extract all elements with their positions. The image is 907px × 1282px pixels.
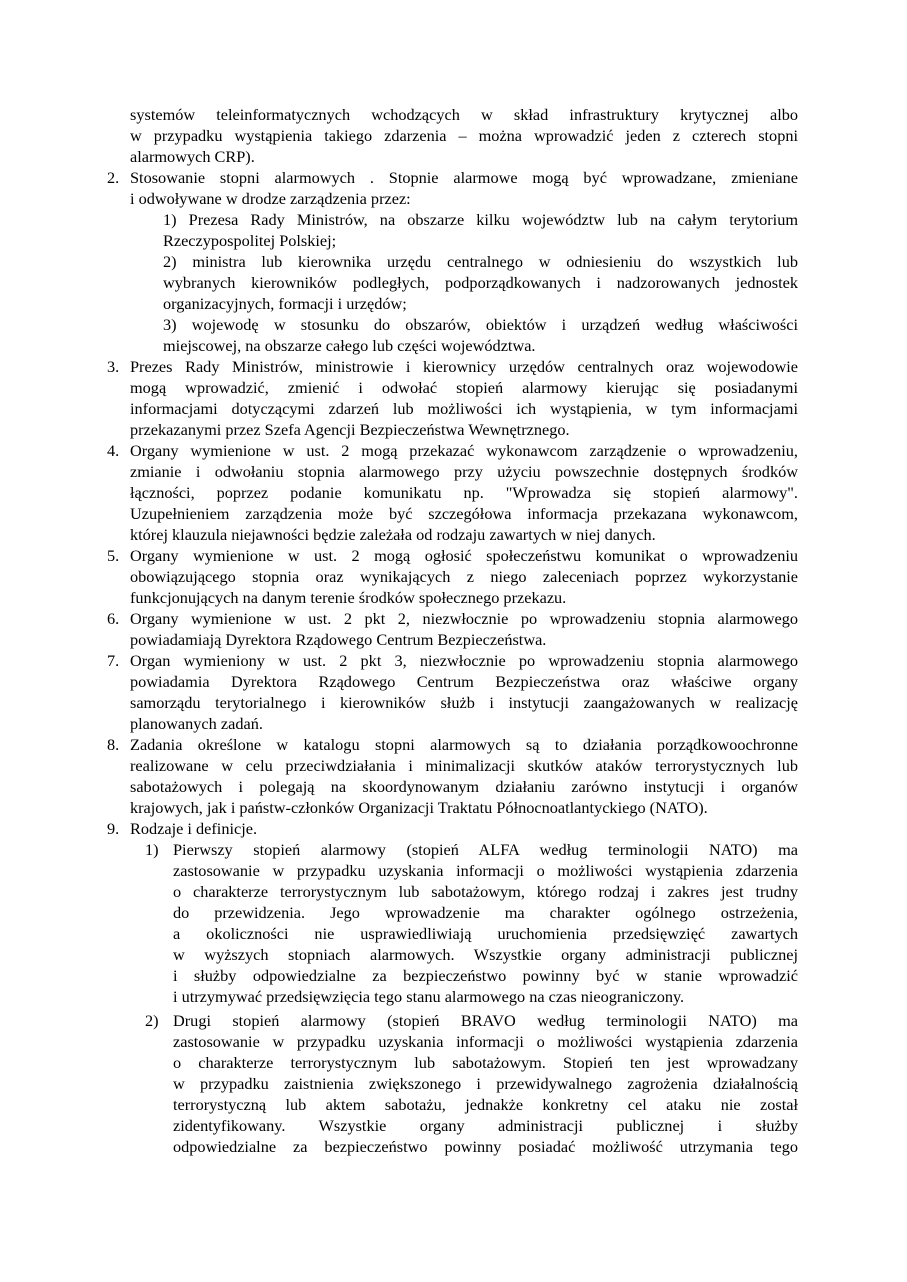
list-number: 3. (107, 357, 120, 376)
list-item-line: funkcjonujących na danym terenie środków społecznego przekazu. (130, 588, 567, 607)
list-number: 6. (107, 609, 120, 628)
list-item-line: zmianie i odwołaniu stopnia alarmowego przy użyciu powszechnie dostępnych środków (130, 462, 798, 481)
subitem-line: 1) Prezesa Rady Ministrów, na obszarze kilku województw lub na całym terytorium (163, 210, 798, 229)
list-item-line: której klauzula niejawności będzie zależała od rodzaju zawartych w niej danych. (130, 525, 656, 544)
list-item-line: obowiązującego stopnia oraz wynikających z niego zaleceniach poprzez wykorzystanie (130, 567, 798, 586)
list-item-line: przekazanymi przez Szefa Agencji Bezpieczeństwa Wewnętrznego. (130, 420, 570, 439)
list-item-line: Organ wymieniony w ust. 2 pkt 3, niezwłocznie po wprowadzeniu stopnia alarmowego (130, 651, 798, 670)
intro-line: alarmowych CRP). (130, 147, 255, 166)
list-number: 4. (107, 441, 120, 460)
subitem-line: zastosowanie w przypadku uzyskania informacji o możliwości wystąpienia zdarzenia (173, 1032, 798, 1051)
subitem-line: 2) ministra lub kierownika urzędu centralnego w odniesieniu do wszystkich lub (163, 252, 798, 271)
list-item-line: Zadania określone w katalogu stopni alarmowych są to działania porządkowoochronne (130, 735, 798, 754)
subitem-line: zastosowanie w przypadku uzyskania informacji o możliwości wystąpienia zdarzenia (173, 861, 798, 880)
subitem-line: organizacyjnych, formacji i urzędów; (163, 294, 407, 313)
subitem-line: Pierwszy stopień alarmowy (stopień ALFA według terminologii NATO) ma (173, 840, 798, 859)
subitem-line: wybranych kierowników podległych, podporządkowanych i nadzorowanych jednostek (163, 273, 798, 292)
list-number: 9. (107, 819, 120, 838)
subitem-number: 1) (145, 840, 159, 859)
list-number: 2. (107, 168, 120, 187)
subitem-line: w wyższych stopniach alarmowych. Wszystkie organy administracji publicznej (173, 945, 798, 964)
list-item-line: krajowych, jak i państw-członków Organizacji Traktatu Północnoatlantyckiego (NATO). (130, 798, 708, 817)
list-item-line: Prezes Rady Ministrów, ministrowie i kierownicy urzędów centralnych oraz wojewodowie (130, 357, 798, 376)
list-number: 5. (107, 546, 120, 565)
subitem-line: Rzeczypospolitej Polskiej; (163, 231, 337, 250)
subitem-line: o charakterze terrorystycznym lub sabotażowym. Stopień ten jest wprowadzany (173, 1053, 798, 1072)
subitem-line: odpowiedzialne za bezpieczeństwo powinny posiadać możliwość utrzymania tego (173, 1137, 798, 1156)
subitem-line: miejscowej, na obszarze całego lub części województwa. (163, 336, 536, 355)
subitem-line: a okoliczności nie usprawiedliwiają uruchomienia przedsięwzięć zawartych (173, 924, 798, 943)
list-item-line: Organy wymienione w ust. 2 mogą ogłosić społeczeństwu komunikat o wprowadzeniu (130, 546, 798, 565)
intro-line: w przypadku wystąpienia takiego zdarzenia – można wprowadzić jeden z czterech stopni (130, 126, 798, 145)
list-item-line: powiadamia Dyrektora Rządowego Centrum Bezpieczeństwa oraz właściwe organy (130, 672, 798, 691)
list-item-line: powiadamiają Dyrektora Rządowego Centrum Bezpieczeństwa. (130, 630, 547, 649)
subitem-number: 2) (145, 1011, 159, 1030)
list-item-line: informacjami dotyczącymi zdarzeń lub możliwości ich wystąpienia, w tym informacjami (130, 399, 798, 418)
list-item-line: planowanych zadań. (130, 714, 263, 733)
subitem-line: Drugi stopień alarmowy (stopień BRAVO według terminologii NATO) ma (173, 1011, 798, 1030)
subitem-line: zidentyfikowany. Wszystkie organy administracji publicznej i służby (173, 1116, 798, 1135)
list-number: 8. (107, 735, 120, 754)
subitem-line: i utrzymywać przedsięwzięcia tego stanu alarmowego na czas nieograniczony. (173, 987, 685, 1006)
intro-line: systemów teleinformatycznych wchodzących w skład infrastruktury krytycznej albo (130, 105, 798, 124)
list-item-line: Stosowanie stopni alarmowych . Stopnie alarmowe mogą być wprowadzane, zmieniane (130, 168, 798, 187)
list-item-line: samorządu terytorialnego i kierowników służb i instytucji zaangażowanych w realizację (130, 693, 798, 712)
subitem-line: w przypadku zaistnienia zwiększonego i przewidywalnego zagrożenia działalnością (173, 1074, 798, 1093)
list-item-line: mogą wprowadzić, zmienić i odwołać stopień alarmowy kierując się posiadanymi (130, 378, 798, 397)
subitem-line: do przewidzenia. Jego wprowadzenie ma charakter ogólnego ostrzeżenia, (173, 903, 798, 922)
subitem-line: i służby odpowiedzialne za bezpieczeństwo powinny być w stanie wprowadzić (173, 966, 798, 985)
list-number: 7. (107, 651, 120, 670)
list-item-line: Uzupełnieniem zarządzenia może być szczegółowa informacja przekazana wykonawcom, (130, 504, 798, 523)
list-item-line: i odwoływane w drodze zarządzenia przez: (130, 189, 411, 208)
subitem-line: terrorystyczną lub aktem sabotażu, jednakże konkretny cel ataku nie został (173, 1095, 798, 1114)
subitem-line: 3) wojewodę w stosunku do obszarów, obiektów i urządzeń według właściwości (163, 315, 798, 334)
list-item-line: Organy wymienione w ust. 2 pkt 2, niezwłocznie po wprowadzeniu stopnia alarmowego (130, 609, 798, 628)
list-item-line: sabotażowych i polegają na skoordynowanym działaniu zarówno instytucji i organów (130, 777, 798, 796)
list-item-line: Organy wymienione w ust. 2 mogą przekazać wykonawcom zarządzenie o wprowadzeniu, (130, 441, 798, 460)
list-item-line: Rodzaje i definicje. (130, 819, 258, 838)
list-item-line: realizowane w celu przeciwdziałania i minimalizacji skutków ataków terrorystycznych lub (130, 756, 798, 775)
list-item-line: łączności, poprzez podanie komunikatu np. "Wprowadza się stopień alarmowy". (130, 483, 798, 502)
subitem-line: o charakterze terrorystycznym lub sabotażowym, którego rodzaj i zakres jest trudny (173, 882, 798, 901)
